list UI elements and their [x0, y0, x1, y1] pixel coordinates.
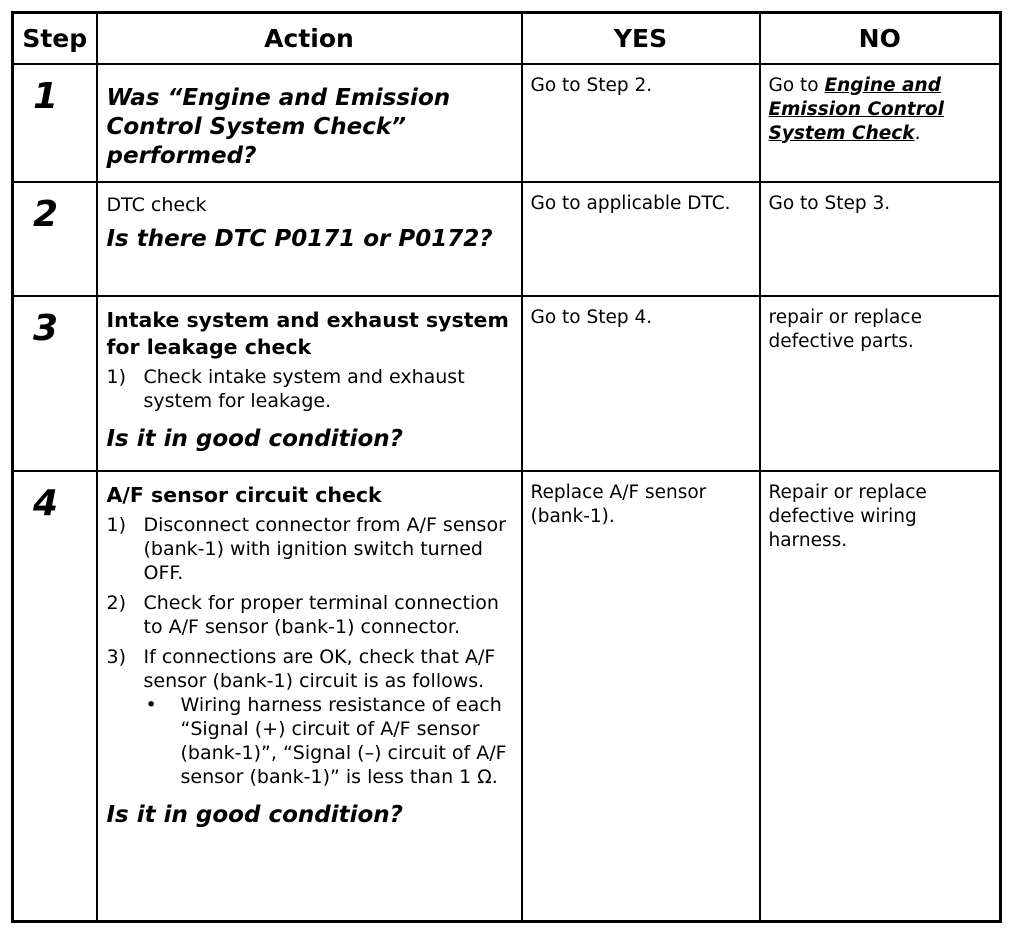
header-action: Action — [97, 13, 522, 64]
step-number: 1 — [33, 75, 59, 117]
no-text: Go to Step 3. — [768, 192, 891, 214]
table-row — [13, 182, 1001, 296]
step-number: 3 — [33, 307, 59, 349]
yes-cell — [522, 64, 760, 182]
list-item-text: Check intake system and exhaust system for leakage. — [143, 365, 465, 412]
action-title: A/F sensor circuit check — [106, 482, 382, 507]
list-item-number: 2) — [106, 591, 127, 614]
no-cell — [760, 296, 1001, 471]
yes-text: Go to Step 2. — [530, 74, 653, 96]
no-text-suffix: . — [914, 122, 921, 144]
step-cell — [13, 64, 97, 182]
yes-cell — [522, 182, 760, 296]
table-row — [13, 64, 1001, 182]
no-cell — [760, 471, 1001, 922]
yes-text: Go to Step 4. — [530, 306, 653, 328]
yes-text: Replace A/F sensor (bank-1). — [530, 481, 707, 527]
table-row — [13, 296, 1001, 471]
no-text: Repair or replace defective wiring harness. — [768, 481, 927, 551]
list-item-text: If connections are OK, check that A/F sensor (bank-1) circuit is as follows. — [143, 645, 496, 692]
instruction-list — [107, 365, 512, 413]
question-text: Is there DTC P0171 or P0172? — [106, 225, 493, 252]
no-cell — [760, 182, 1001, 296]
no-text-prefix: Go to — [768, 74, 825, 96]
yes-cell — [522, 296, 760, 471]
list-item-text: Check for proper terminal connection to A/F sensor (bank-1) connector. — [143, 591, 499, 638]
action-title: DTC check — [106, 193, 207, 216]
yes-text: Go to applicable DTC. — [530, 192, 731, 214]
list-item-text: Disconnect connector from A/F sensor (bank-1) with ignition switch turned OFF. — [143, 513, 506, 584]
header-step: Step — [13, 13, 97, 64]
instruction-list — [107, 513, 512, 789]
list-item-number: 1) — [106, 365, 127, 388]
action-cell — [97, 64, 522, 182]
list-item — [107, 513, 512, 585]
step-cell — [13, 296, 97, 471]
header-no: NO — [760, 13, 1001, 64]
question-text: Was “Engine and Emission Control System Check” performed? — [106, 84, 451, 169]
sub-list-item-text: Wiring harness resistance of each “Signal (+) circuit of A/F sensor (bank-1)”, “Signal (–) circuit of A/F sensor (bank-1)” is less than 1 Ω. — [180, 693, 507, 788]
header-yes: YES — [522, 13, 760, 64]
list-item-number: 1) — [106, 513, 127, 536]
no-text: repair or replace defective parts. — [768, 306, 922, 352]
bullet-icon: • — [145, 693, 157, 716]
yes-cell — [522, 471, 760, 922]
action-cell — [97, 182, 522, 296]
question-text: Is it in good condition? — [106, 425, 403, 452]
step-number: 2 — [33, 193, 59, 235]
step-cell — [13, 471, 97, 922]
action-title: Intake system and exhaust system for leakage check — [106, 307, 509, 359]
no-cell — [760, 64, 1001, 182]
engine-emission-check-link[interactable]: Engine and Emission Control System Check — [768, 74, 944, 144]
list-item — [107, 365, 512, 413]
list-item — [107, 591, 512, 639]
step-cell — [13, 182, 97, 296]
question-text: Is it in good condition? — [106, 801, 403, 828]
table-header-row — [13, 13, 1001, 64]
action-cell — [97, 471, 522, 922]
sub-list — [144, 693, 512, 789]
step-number: 4 — [33, 482, 59, 524]
list-item-number: 3) — [106, 645, 127, 668]
action-cell — [97, 296, 522, 471]
list-item — [107, 645, 512, 789]
table-row — [13, 471, 1001, 922]
sub-list-item — [144, 693, 512, 789]
diagnostic-table — [11, 11, 1002, 923]
